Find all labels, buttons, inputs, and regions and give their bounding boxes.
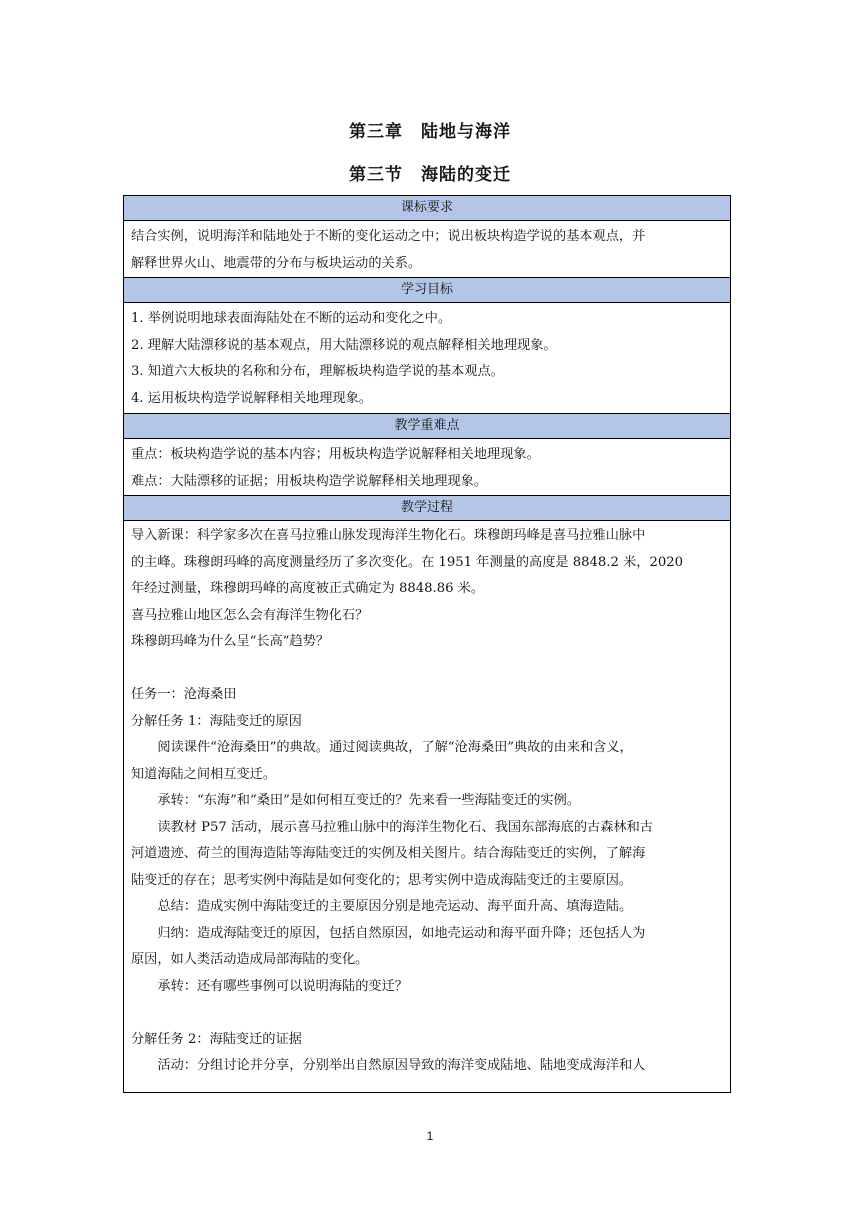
summary-text: 总结：造成实例中海陆变迁的主要原因分别是地壳运动、海平面升高、填海造陆。 (157, 899, 633, 914)
process-header: 教学过程 (124, 496, 730, 521)
key-points-header: 教学重难点 (124, 414, 730, 439)
textbook-para-line: 读教材 P57 活动，展示喜马拉雅山脉中的海洋生物化石、我国东部海底的古森林和古 (157, 819, 653, 835)
transition-text: 承转：“东海”和“桑田”是如何相互变迁的？先来看一些海陆变迁的实例。 (157, 793, 580, 808)
conclusion-line: 原因，如人类活动造成局部海陆的变化。 (131, 952, 369, 967)
subtask2-title: 分解任务 2：海陆变迁的证据 (131, 1031, 302, 1047)
intro-line: 的主峰。珠穆朗玛峰的高度测量经历了多次变化。在 1951 年测量的高度是 8848.2 米，2020 (131, 554, 684, 570)
curriculum-line: 解释世界火山、地震带的分布与板块运动的关系。 (131, 255, 422, 271)
curriculum-header: 课标要求 (124, 196, 730, 221)
conclusion-line: 归纳：造成海陆变迁的原因，包括自然原因，如地壳运动和海平面升降；还包括人为 (157, 925, 646, 941)
blank-line (131, 1000, 723, 1027)
focus-text: 重点：板块构造学说的基本内容；用板块构造学说解释相关地理现象。 (131, 447, 540, 462)
objectives-section (124, 303, 730, 414)
objective-item: 3. 知道六大板块的名称和分布，理解板块构造学说的基本观点。 (131, 364, 504, 379)
intro-line: 年经过测量，珠穆朗玛峰的高度被正式确定为 8848.86 米。 (131, 581, 485, 596)
curriculum-section (124, 221, 730, 278)
reading-para-line: 知道海陆之间相互变迁。 (131, 766, 277, 782)
question-line: 喜马拉雅山地区怎么会有海洋生物化石？ (131, 607, 369, 623)
textbook-para-line: 河道遗迹、荷兰的围海造陆等海陆变迁的实例及相关图片。结合海陆变迁的实例，了解海 (131, 846, 646, 861)
process-section (124, 521, 730, 1082)
curriculum-line: 结合实例，说明海洋和陆地处于不断的变化运动之中；说出板块构造学说的基本观点，并 (131, 229, 646, 244)
objective-item: 1. 举例说明地球表面海陆处在不断的运动和变化之中。 (131, 311, 452, 326)
intro-line: 导入新课：科学家多次在喜马拉雅山脉发现海洋生物化石。珠穆朗玛峰是喜马拉雅山脉中 (131, 528, 646, 543)
textbook-para-line: 陆变迁的存在；思考实例中海陆是如何变化的；思考实例中造成海陆变迁的主要原因。 (131, 872, 633, 888)
reading-para-line: 阅读课件“沧海桑田”的典故。通过阅读典故，了解“沧海桑田”典故的由来和含义， (157, 740, 633, 755)
objectives-header: 学习目标 (124, 278, 730, 303)
lesson-plan-table (123, 195, 731, 1093)
chapter-title: 第三章 陆地与海洋 (349, 122, 511, 142)
blank-line (131, 656, 723, 683)
objective-item: 2. 理解大陆漂移说的基本观点，用大陆漂移说的观点解释相关地理现象。 (131, 337, 557, 353)
transition-text: 承转：还有哪些事例可以说明海陆的变迁？ (157, 978, 408, 994)
task1-title: 任务一：沧海桑田 (131, 687, 237, 702)
subtask1-title: 分解任务 1：海陆变迁的原因 (131, 713, 302, 729)
section-title: 第三节 海陆的变迁 (349, 165, 511, 185)
difficulty-text: 难点：大陆漂移的证据；用板块构造学说解释相关地理现象。 (131, 473, 488, 489)
activity-text: 活动：分组讨论并分享，分别举出自然原因导致的海洋变成陆地、陆地变成海洋和人 (157, 1058, 646, 1073)
objective-item: 4. 运用板块构造学说解释相关地理现象。 (131, 390, 372, 406)
question-line: 珠穆朗玛峰为什么呈“长高”趋势？ (131, 634, 330, 649)
key-points-section (124, 439, 730, 496)
page-number: 1 (426, 1129, 434, 1143)
